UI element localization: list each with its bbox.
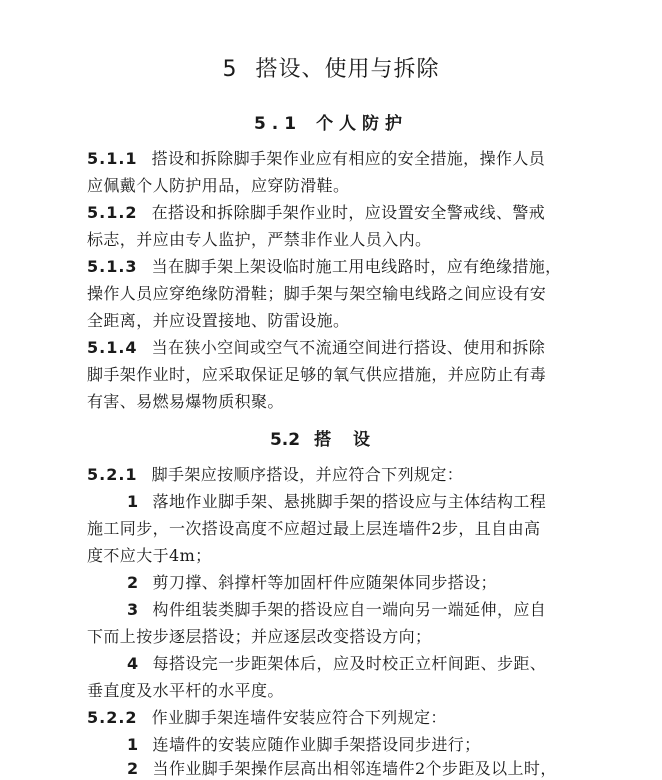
line-text: 当在脚手架上架设临时施工用电线路时，应有绝缘措施， bbox=[151, 257, 562, 276]
clause-number: 5.1.3 bbox=[87, 257, 138, 276]
paragraph-line bbox=[87, 518, 587, 540]
line-text: 下而上按步逐层搭设；并应逐层改变搭设方向； bbox=[87, 627, 432, 646]
clause-number: 5.1.4 bbox=[87, 338, 138, 357]
paragraph-line bbox=[127, 599, 627, 621]
paragraph-line bbox=[87, 175, 587, 197]
paragraph-line bbox=[127, 734, 627, 756]
section-title-text: 搭设 bbox=[314, 430, 393, 450]
line-text: 应佩戴个人防护用品，应穿防滑鞋。 bbox=[87, 176, 350, 195]
item-number: 1 bbox=[127, 735, 139, 754]
clause-number: 5.2.1 bbox=[87, 465, 138, 484]
line-text: 脚手架作业时，应采取保证足够的氧气供应措施，并应防止有毒 bbox=[87, 365, 547, 384]
paragraph-line bbox=[87, 229, 587, 251]
line-text: 在搭设和拆除脚手架作业时，应设置安全警戒线、警戒 bbox=[151, 203, 546, 222]
paragraph-line bbox=[127, 491, 627, 513]
paragraph-line bbox=[87, 256, 587, 278]
item-number: 3 bbox=[127, 600, 139, 619]
line-text: 当在狭小空间或空气不流通空间进行搭设、使用和拆除 bbox=[151, 338, 546, 357]
paragraph-line bbox=[87, 626, 587, 648]
item-number: 2 bbox=[127, 573, 139, 592]
line-text: 构件组装类脚手架的搭设应自一端向另一端延伸，应自 bbox=[152, 600, 547, 619]
clause-number: 5.2.2 bbox=[87, 708, 138, 727]
line-text: 落地作业脚手架、悬挑脚手架的搭设应与主体结构工程 bbox=[152, 492, 547, 511]
line-text: 操作人员应穿绝缘防滑鞋；脚手架与架空输电线路之间应设有安 bbox=[87, 284, 547, 303]
line-text: 剪刀撑、斜撑杆等加固杆件应随架体同步搭设； bbox=[152, 573, 497, 592]
section-title-5-1 bbox=[0, 109, 662, 134]
line-text: 有害、易燃易爆物质积聚。 bbox=[87, 392, 284, 411]
line-text: 度不应大于4m； bbox=[87, 546, 212, 565]
paragraph-line bbox=[87, 464, 587, 486]
line-text: 施工同步，一次搭设高度不应超过最上层连墙件2步，且自由高 bbox=[87, 519, 541, 538]
paragraph-line bbox=[87, 707, 587, 729]
clause-number: 5.1.2 bbox=[87, 203, 138, 222]
line-text: 当作业脚手架操作层高出相邻连墙件2个步距及以上时， bbox=[152, 759, 557, 778]
line-text: 垂直度及水平杆的水平度。 bbox=[87, 681, 284, 700]
paragraph-line bbox=[87, 283, 587, 305]
chapter-number: 5 bbox=[222, 57, 238, 82]
paragraph-line bbox=[87, 364, 587, 386]
paragraph-line bbox=[87, 310, 587, 332]
item-number: 1 bbox=[127, 492, 139, 511]
item-number: 2 bbox=[127, 759, 139, 778]
section-number: 5.2 bbox=[269, 430, 301, 450]
chapter-title-text: 搭设、使用与拆除 bbox=[255, 57, 440, 82]
item-number: 4 bbox=[127, 654, 139, 673]
line-text: 作业脚手架连墙件安装应符合下列规定： bbox=[151, 708, 447, 727]
line-text: 每搭设完一步距架体后，应及时校正立杆间距、步距、 bbox=[152, 654, 547, 673]
paragraph-line bbox=[87, 148, 587, 170]
paragraph-line bbox=[87, 545, 587, 567]
paragraph-line bbox=[87, 391, 587, 413]
section-number: 5.1 bbox=[253, 114, 303, 134]
line-text: 全距离，并应设置接地、防雷设施。 bbox=[87, 311, 350, 330]
chapter-title bbox=[0, 52, 662, 83]
section-title-5-2 bbox=[0, 425, 662, 450]
line-text: 搭设和拆除脚手架作业应有相应的安全措施，操作人员 bbox=[151, 149, 546, 168]
clause-number: 5.1.1 bbox=[87, 149, 138, 168]
paragraph-line bbox=[127, 653, 627, 675]
section-title-text: 个人防护 bbox=[316, 114, 409, 134]
paragraph-line bbox=[87, 680, 587, 702]
line-text: 连墙件的安装应随作业脚手架搭设同步进行； bbox=[152, 735, 481, 754]
line-text: 脚手架应按顺序搭设，并应符合下列规定： bbox=[151, 465, 464, 484]
paragraph-line bbox=[127, 572, 627, 594]
paragraph-line bbox=[87, 202, 587, 224]
line-text: 标志，并应由专人监护，严禁非作业人员入内。 bbox=[87, 230, 432, 249]
paragraph-line bbox=[87, 337, 587, 359]
